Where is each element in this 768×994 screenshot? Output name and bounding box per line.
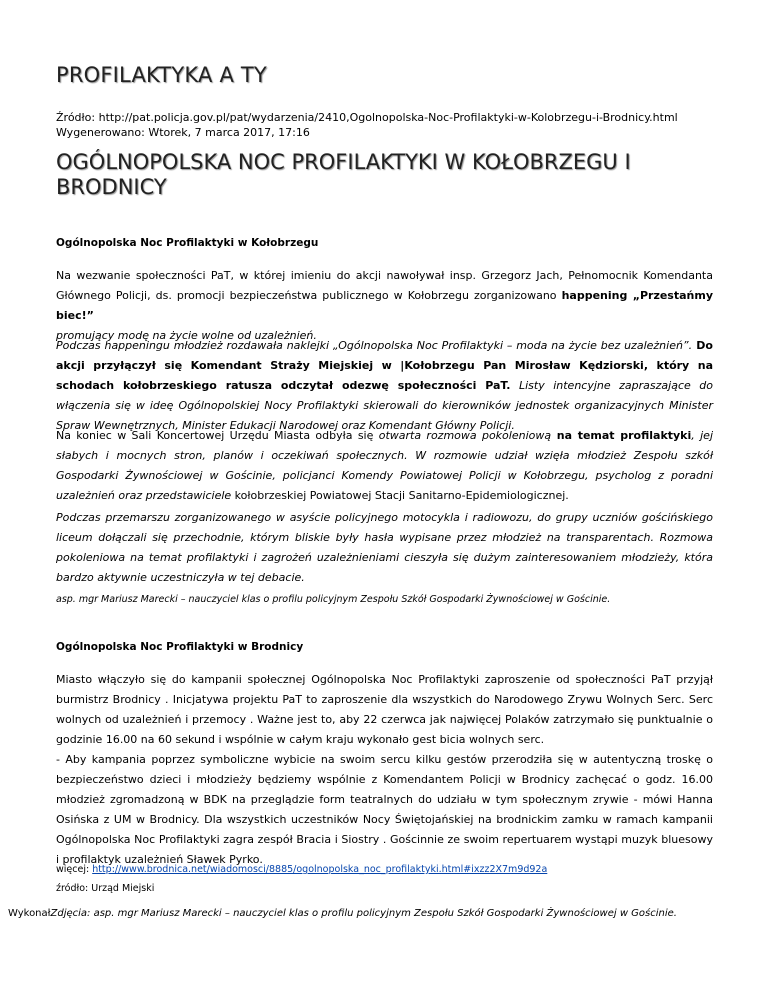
paragraph-text: kołobrzeskiej Powiatowej Stacji Sanitarno-Epidemiologicznej. [231, 489, 569, 502]
paragraph-brodnica-2: - Aby kampania poprzez symboliczne wybicie na swoim sercu kilku gestów przerodziła się w autentyczną troskę o bezpieczeństwo dzieci i młodzieży będziemy wspólnie z Komendantem Policji w Brodnicy zachęcać o godz. 16.00 młodzież zgromadzoną w BDK na przeglądzie form teatralnych do udziału w tym społecznym zrywie - mówi Hanna Osińska z UM w Brodnicy. Dla wszystkich uczestników Nocy Świętojańskiej na brodnickim zamku w ramach kampanii Ogólnopolska Noc Profilaktyki zagra zespół Bracia i Siostry . Gościnnie ze swoim repertuarem wystąpi muzyk bluesowy i profilaktyk uzależnień Sławek Pyrko. [56, 753, 713, 866]
paragraph-kolobrzeg-3 [56, 426, 713, 506]
paragraph-bold-text: Do akcji przyłączył się Komendant Straży Miejskiej w |Kołobrzegu Pan Mirosław Kędziorski, który na schodach kołobrzeskiego ratusza odczytał odezwę społeczności PaT. [56, 339, 713, 392]
paragraph-text: Na koniec w Sali Koncertowej Urzędu Miasta odbyła się [56, 429, 379, 442]
footer-text: Zdjęcia: asp. mgr Mariusz Marecki – nauczyciel klas o profilu policyjnym Zespołu Szkół Gospodarki Żywnościowej w Gościnie. [50, 908, 677, 919]
source-line [56, 110, 678, 125]
more-label: więcej: [56, 864, 93, 875]
footer-label: Wykonał [8, 908, 51, 919]
source-url: http://pat.policja.gov.pl/pat/wydarzenia/2410,Ogolnopolska-Noc-Profilaktyki-w-Kolobrzegu-i-Brodnicy.html [98, 111, 678, 124]
generated-date: Wygenerowano: Wtorek, 7 marca 2017, 17:16 [56, 126, 310, 139]
source-note: źródło: Urząd Miejski [56, 883, 155, 894]
article-title: OGÓLNOPOLSKA NOC PROFILAKTYKI W KOŁOBRZEGU I BRODNICY [56, 150, 631, 199]
paragraph-text: Podczas przemarszu zorganizowanego w asyście policyjnego motocykla i radiowozu, do grupy uczniów gościńskiego liceum dołączali się przechodnie, którym bliskie były hasła wypisane przez młodzież na transparentach. Rozmowa pokoleniowa na temat profilaktyki i zagrożeń uzależnieniami cieszyła się dużym zainteresowaniem młodzieży, która bardzo aktywnie uczestniczyła w tej debacie. [56, 511, 713, 584]
author-note: asp. mgr Mariusz Marecki – nauczyciel klas o profilu policyjnym Zespołu Szkół Gospodarki Żywnościowej w Gościnie. [56, 594, 611, 605]
section-heading-kolobrzeg: Ogólnopolska Noc Profilaktyki w Kołobrzegu [56, 237, 319, 249]
paragraph-kolobrzeg-1 [56, 266, 713, 346]
site-title: PROFILAKTYKA A TY [56, 63, 267, 87]
paragraph-kolobrzeg-4 [56, 508, 713, 588]
paragraph-text: Listy intencyjne zapraszające do włączenia się w ideę Ogólnopolskiej Nocy Profilaktyki skierowali do kierowników jednostek organizacyjnych Minister Spraw Wewnętrznych, Minister Edukacji Narodowej oraz Komendant Główny Policji. [56, 379, 713, 432]
paragraph-text: promujący modę na życie wolne od uzależnień. [56, 329, 317, 342]
paragraph-text: otwarta rozmowa pokoleniową [378, 429, 552, 442]
paragraph-text: , jej słabych i mocnych stron, planów i oczekiwań społecznych. W rozmowie udział wzięła młodzież Zespołu szkół Gospodarki Żywnościowej w Gościnie, policjanci Komendy Powiatowej Policji w Kołobrzegu, psycholog z poradni uzależnień oraz przedstawiciele [56, 429, 713, 502]
meta-block [56, 110, 678, 140]
more-link[interactable]: http://www.brodnica.net/wiadomosci/8885/ogolnopolska_noc_profilaktyki.html#ixzz2X7m9d92a [92, 864, 548, 875]
section-heading-brodnica: Ogólnopolska Noc Profilaktyki w Brodnicy [56, 641, 304, 653]
paragraph-kolobrzeg-2 [56, 336, 713, 436]
footer-credit [8, 908, 677, 919]
paragraph-text: Na wezwanie społeczności PaT, w której imieniu do akcji nawoływał insp. Grzegorz Jach, Pełnomocnik Komendanta Głównego Policji, ds. promocji bezpieczeństwa publicznego w Kołobrzegu zorganizowano [56, 269, 713, 302]
source-label: Źródło: [56, 111, 96, 124]
more-line [56, 863, 547, 877]
paragraph-text: Podczas happeningu młodzież rozdawała naklejki „Ogólnopolska Noc Profilaktyki – moda na życie bez uzależnień”. [56, 339, 693, 352]
happening-title: happening „Przestańmy biec!” [56, 289, 713, 322]
paragraph-bold-text: na temat profilaktyki [551, 429, 692, 442]
paragraph-brodnica-1: Miasto włączyło się do kampanii społecznej Ogólnopolska Noc Profilaktyki zaproszenie od społeczności PaT przyjął burmistrz Brodnicy . Inicjatywa projektu PaT to zaproszenie dla wszystkich do Narodowego Zrywu Wolnych Serc. Serc wolnych od uzależnień i przemocy . Ważne jest to, aby 22 czerwca jak najwięcej Polaków zatrzymało się punktualnie o godzinie 16.00 na 60 sekund i wspólnie w całym kraju wykonało gest bicia wolnych serc. [56, 673, 713, 746]
